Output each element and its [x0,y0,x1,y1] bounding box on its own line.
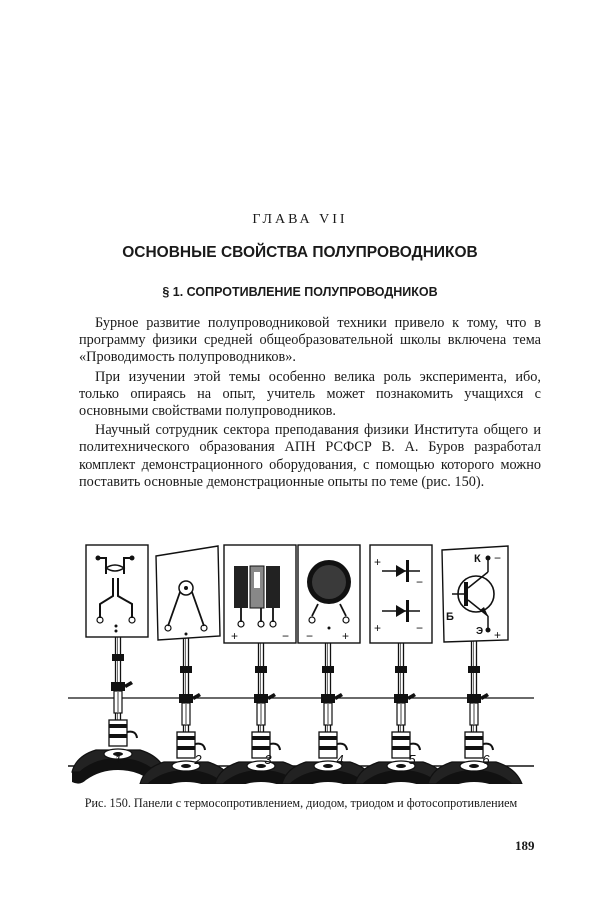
paragraph-1: Бурное развитие полупроводниковой техники привело к тому, что в программу физики средней общеобразовательной школы включена тема «Проводимость полупроводников». [79,315,541,366]
paragraph-2: При изучении этой темы особенно велика роль эксперимента, ибо, только опираясь на опыт, учитель может познакомить учащихся с основными свойствами полупроводников. [79,368,541,420]
panel-3-semiconductor [215,545,309,784]
panel-5-plus-top: + [374,555,382,569]
panel-number-2: 2 [194,752,202,767]
panel-3-minus-label: − [282,629,290,643]
panel-number-3: 3 [264,752,272,767]
paragraph-3: Научный сотрудник сектора преподавания физики Института общего и политехнического образования АПН РСФСР В. А. Буров разработал комплект демонстрационного оборудования, с помощью которого можно поставить основные демонстрационные опыты по теме (рис. 150). [79,422,541,490]
panel-4-minus-label: − [306,629,314,643]
panel-6-k-minus: − [494,551,502,565]
chapter-heading: ГЛАВА VII [252,212,348,227]
panel-5-diodes [355,545,449,784]
panel-6-transistor [428,546,522,784]
panel-2-resistor [140,546,234,784]
panel-6-b-label: Б [446,611,454,623]
panel-number-4: 4 [336,752,344,767]
panel-number-5: 5 [408,752,416,767]
panel-5-plus-bottom: + [374,621,382,635]
panel-5-minus-bottom: − [416,621,424,635]
panel-6-e-plus: + [494,628,502,642]
panel-6-k-label: К [474,553,481,565]
panel-6-e-label: Э [476,626,484,637]
page-number: 189 [515,838,535,853]
body-text [79,315,541,493]
panel-4-plus-label: + [342,629,350,643]
panel-3-plus-label: + [231,629,239,643]
section-heading: § 1. СОПРОТИВЛЕНИЕ ПОЛУПРОВОДНИКОВ [162,285,438,299]
panel-number-6: 6 [482,752,490,767]
figure-caption: Рис. 150. Панели с термосопротивлением, диодом, триодом и фотосопротивлением [84,796,518,810]
chapter-title: ОСНОВНЫЕ СВОЙСТВА ПОЛУПРОВОДНИКОВ [122,244,478,261]
figure-150-illustration [68,536,534,784]
panel-number-1: 1 [114,752,122,767]
panel-1-thermistor [72,545,166,784]
panel-5-minus-top: − [416,575,424,589]
